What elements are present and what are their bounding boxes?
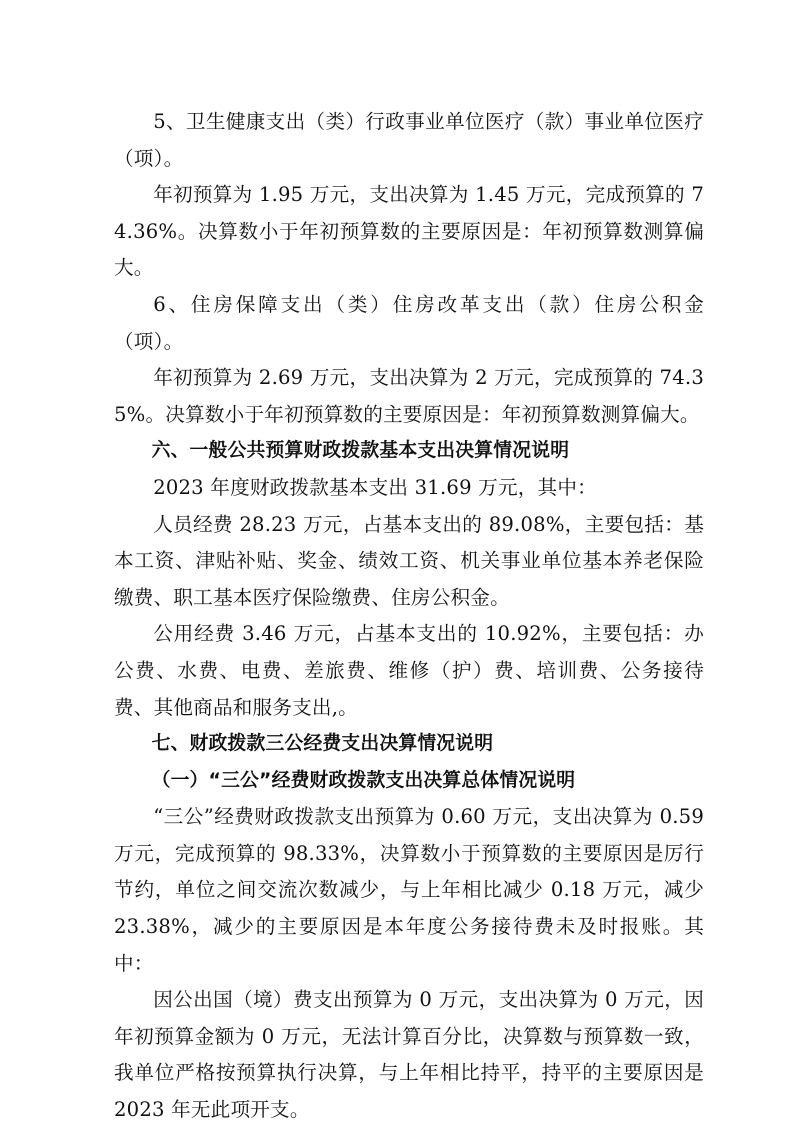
public-expenses: 公用经费 3.46 万元，占基本支出的 10.92%，主要包括：办公费、水费、电费、差旅费、维修（护）费、培训费、公务接待费、其他商品和服务支出,。 (114, 622, 704, 719)
basic-expenditure-total: 2023 年度财政拨款基本支出 31.69 万元，其中： (153, 475, 597, 499)
item-6-housing-detail: 年初预算为 2.69 万元，支出决算为 2 万元，完成预算的 74.35%。决算数小于年初预算数的主要原因是：年初预算数测算偏大。 (114, 366, 704, 426)
item-5-health-detail: 年初预算为 1.95 万元，支出决算为 1.45 万元，完成预算的 74.36%。决算数小于年初预算数的主要原因是：年初预算数测算偏大。 (114, 183, 704, 280)
section-6-heading: 六、一般公共预算财政拨款基本支出决算情况说明 (151, 440, 570, 462)
subsection-1-heading: （一）“三公”经费财政拨款支出决算总体情况说明 (151, 769, 576, 791)
overseas-travel: 因公出国（境）费支出预算为 0 万元，支出决算为 0 万元，因年初预算金额为 0 万元，无法计算百分比，决算数与预算数一致，我单位严格按预算执行决算，与上年相比持平，持平的主要原因是 2023 年无此项开支。 (114, 988, 704, 1122)
section-7-heading: 七、财政拨款三公经费支出决算情况说明 (151, 733, 494, 755)
document-body (114, 104, 704, 1129)
personnel-expenses: 人员经费 28.23 万元，占基本支出的 89.08%，主要包括：基本工资、津贴补贴、奖金、绩效工资、机关事业单位基本养老保险缴费、职工基本医疗保险缴费、住房公积金。 (114, 512, 704, 609)
item-6-housing-title: 6、住房保障支出（类）住房改革支出（款）住房公积金（项）。 (114, 292, 704, 353)
three-public-overview: “三公”经费财政拨款支出预算为 0.60 万元，支出决算为 0.59 万元，完成预算的 98.33%，决算数小于预算数的主要原因是厉行节约，单位之间交流次数减少，与上年相比减少 0.18 万元，减少 23.38%，减少的主要原因是本年度公务接待费未及时报账。其中： (114, 805, 704, 975)
item-5-health-title: 5、卫生健康支出（类）行政事业单位医疗（款）事业单位医疗（项）。 (114, 110, 704, 170)
